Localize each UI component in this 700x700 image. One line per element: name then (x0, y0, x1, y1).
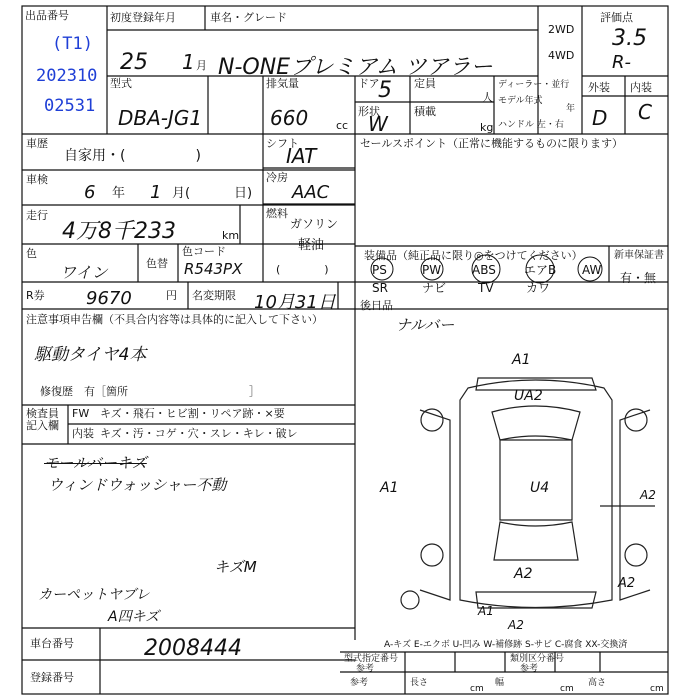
score-sub: R- (612, 52, 632, 73)
mileage-value: 4万8千233 (62, 219, 176, 244)
usage-label: 車歴 (26, 137, 48, 150)
repair-history: 修復歴 有［箇所 ］ (40, 385, 260, 398)
mark-a1-front: A1 (512, 352, 531, 368)
int-label: 内装 (630, 81, 652, 94)
checker-fw-items: キズ・飛石・ヒビ割・リペア跡・×要 (100, 407, 285, 420)
checker-int-items: キズ・汚・コゲ・穴・スレ・キレ・破レ (100, 427, 298, 440)
lot-line1: (T1) (52, 34, 93, 54)
remark-4: カーペットヤブレ (38, 587, 150, 603)
color-value: ワイン (60, 263, 108, 282)
post-value: ナルバー (396, 316, 455, 334)
door-label: ドア (358, 77, 380, 90)
mark-ua2: UA2 (514, 388, 543, 404)
equip-sr: SR (372, 281, 388, 295)
warranty-value: 有・無 (620, 271, 657, 285)
post-label: 後日品 (360, 299, 393, 312)
ac-label: 冷房 (266, 171, 288, 184)
dims-unit-3: cm (650, 684, 664, 694)
name-change-value: 10月31日 (254, 292, 336, 313)
dims-sub: 参考 (350, 678, 369, 688)
shift-label: シフト (266, 137, 299, 150)
load-label: 積載 (414, 105, 436, 118)
dealer-l2: モデル年式 (498, 96, 543, 106)
notes-label: 注意事項申告欄（不具合内容等は具体的に記入して下さい） (26, 313, 323, 326)
mark-a1-left: A1 (380, 480, 399, 496)
notes-value: 駆動タイヤ4本 (34, 345, 147, 365)
ac-value: AAC (292, 182, 330, 203)
color-label: 色 (26, 247, 37, 260)
mark-a2-right: A2 (640, 488, 656, 502)
model-value: DBA-JG1 (118, 106, 203, 130)
remark-5: A四キズ (108, 609, 160, 625)
remark-1: モールバーキズ (44, 454, 147, 472)
dims-unit-1: cm (470, 684, 484, 694)
dealer-l1: ディーラー・並行 (498, 80, 570, 90)
model-no-label: 型式指定番号 (344, 654, 399, 664)
fuel-paren: ( ) (276, 263, 329, 276)
registration-label: 登録番号 (30, 671, 74, 684)
shape-value: W (368, 112, 388, 136)
recycle-label: R券 (26, 289, 45, 302)
dealer-l3: ハンドル 左・右 (498, 120, 564, 130)
equip-airbag: エアB (524, 263, 557, 277)
equip-ps: PS (372, 263, 387, 277)
color-code-label: 色コード (182, 245, 226, 258)
capacity-unit: 人 (482, 91, 493, 104)
ext-label: 外装 (588, 81, 610, 94)
mileage-label: 走行 (26, 209, 48, 222)
color-change-label: 色替 (146, 257, 168, 270)
capacity-label: 定員 (414, 77, 436, 90)
dims-length: 長さ (410, 678, 429, 688)
checker-label: 検査員記入欄 (26, 407, 59, 432)
chassis-label: 車台番号 (30, 637, 74, 650)
lot-label: 出品番号 (25, 9, 69, 22)
cc-label: 排気量 (266, 77, 299, 90)
mark-a2-bumper: A2 (508, 618, 524, 632)
checker-fw: FW (72, 407, 90, 420)
lot-line3: 02531 (44, 96, 96, 116)
load-unit: kg (480, 121, 494, 134)
car-name: N-ONEプレミアム ツアラー (218, 55, 493, 80)
sales-point-label: セールスポイント（正常に機能するものに限ります） (360, 137, 624, 150)
inspection-year-unit: 年 (112, 186, 126, 201)
shift-value: IAT (286, 144, 317, 168)
inspection-month-unit: 月( (172, 186, 191, 201)
shape-label: 形状 (358, 105, 380, 118)
drive-2wd: 2WD (548, 23, 575, 36)
model-no-sub: 参考 (356, 664, 375, 674)
dims-height: 高さ (588, 678, 607, 688)
score-value: 3.5 (612, 26, 647, 51)
fuel-gasoline: ガソリン (290, 217, 339, 231)
reg-month: 1 (182, 50, 195, 74)
warranty-label: 新車保証書 (614, 250, 664, 261)
checker-int: 内装 (72, 427, 94, 440)
equip-abs: ABS (472, 263, 496, 277)
reg-month-unit: 月 (196, 59, 207, 72)
usage-value: 自家用・( ) (64, 148, 201, 164)
equip-aw: AW (582, 263, 602, 277)
equipment-label: 装備品（純正品に限り◎をつけてください） (364, 249, 583, 262)
reg-year: 25 (120, 50, 148, 75)
mark-u4: U4 (530, 480, 550, 496)
dealer-year: 年 (566, 104, 576, 114)
cc-value: 660 (270, 106, 309, 130)
remark-2: ウィンドウォッシャー不動 (48, 476, 227, 494)
fuel-label: 燃料 (266, 207, 288, 220)
equip-tv: TV (478, 281, 494, 295)
equip-pw: PW (422, 263, 442, 277)
dims-width: 幅 (495, 678, 505, 688)
mark-a1-rear: A1 (478, 604, 494, 618)
inspection-label: 車検 (26, 173, 48, 186)
class-no-label: 類別区分番号 (510, 654, 565, 664)
name-label: 車名・グレード (210, 11, 287, 24)
mark-a2-rear: A2 (514, 566, 533, 582)
model-label: 型式 (110, 77, 132, 90)
mileage-unit: km (222, 229, 240, 242)
dims-unit-2: cm (560, 684, 574, 694)
chassis-value: 2008444 (144, 636, 242, 661)
name-change-label: 名変期限 (192, 289, 236, 302)
inspection-day-unit: 日) (234, 186, 253, 201)
color-code: R543PX (184, 260, 243, 278)
recycle-unit: 円 (166, 289, 177, 302)
inspection-year: 6 (84, 182, 96, 203)
class-no-sub: 参考 (520, 664, 539, 674)
equip-leather: カワ (526, 281, 551, 295)
int-grade: C (638, 100, 652, 124)
damage-legend: A-キズ E-エクボ U-凹み W-補修跡 S-サビ C-腐食 XX-交換済 (384, 640, 628, 650)
mark-a2-rr: A2 (618, 576, 636, 591)
recycle-value: 9670 (86, 288, 132, 309)
fuel-diesel: 軽油 (298, 238, 325, 253)
reg-label: 初度登録年月 (110, 11, 176, 24)
cc-unit: cc (336, 119, 349, 132)
lot-line2: 202310 (36, 66, 98, 86)
ext-grade: D (592, 106, 608, 130)
equip-navi: ナビ (422, 281, 447, 295)
door-value: 5 (378, 78, 392, 103)
drive-4wd: 4WD (548, 49, 575, 62)
score-label: 評価点 (600, 11, 633, 24)
remark-3: キズM (214, 558, 257, 576)
inspection-month: 1 (150, 182, 162, 203)
